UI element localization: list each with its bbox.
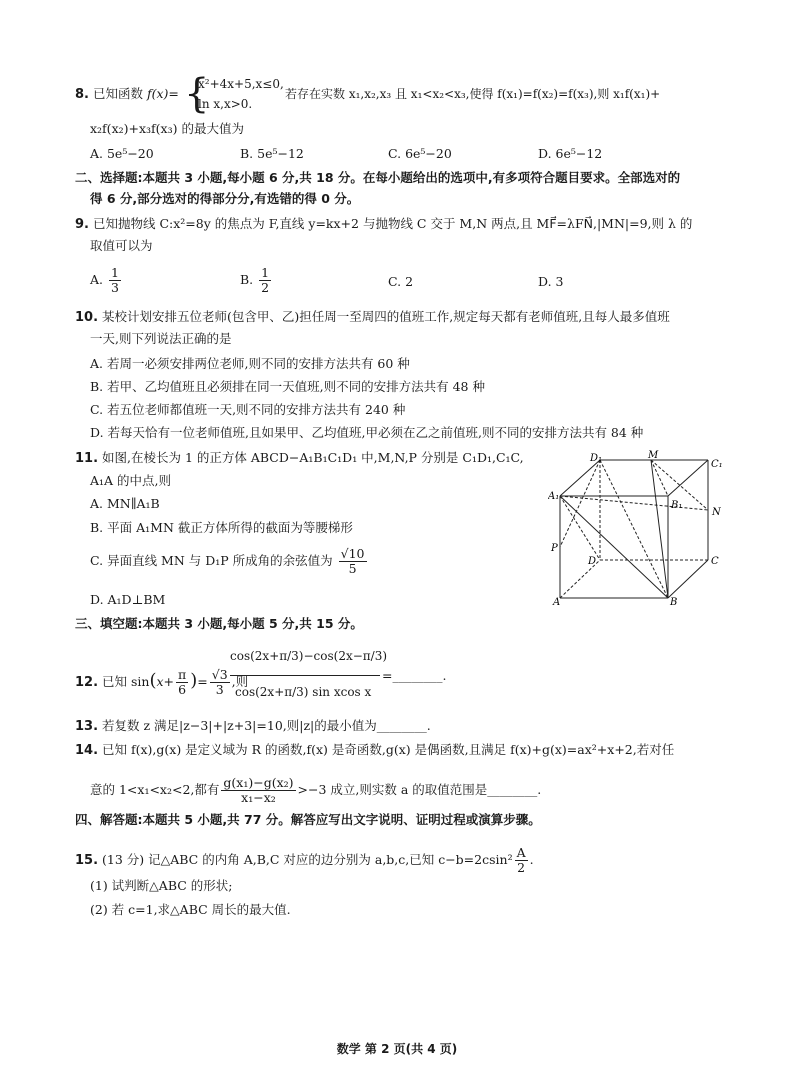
q15-end: . [529,852,534,867]
q12-six: 6 [178,682,187,697]
q13-number: 13. [75,719,99,734]
section2-heading-line2: 得 6 分,部分选对的得部分分,有选错的得 0 分。 [90,191,360,206]
q14-line2 [90,776,541,805]
q14-line1 [75,742,674,759]
q9-option-a-num: 1 [111,265,119,280]
q11-number: 11. [75,451,99,466]
q12-pi6 [176,668,188,697]
q10-line2: 一天,则下列说法正确的是 [90,331,232,346]
q11-option-c-den: 5 [348,561,357,576]
q10-option-d: D. 若每天恰有一位老师值班,且如果甲、乙均值班,甲必须在乙之前值班,则不同的安排方法共有 84 种 [90,425,644,440]
q10-option-b: B. 若甲、乙均值班且必须排在同一天值班,则不同的安排方法共有 48 种 [90,379,485,394]
q9-number: 9. [75,217,89,232]
q12-pi: π [178,667,187,682]
cube-label-b: B [670,597,678,608]
q8-number: 8. [75,87,89,102]
q10-option-c: C. 若五位老师都值班一天,则不同的安排方法共有 240 种 [90,402,406,417]
q12-eq: = [197,674,208,689]
q8-line2: x₂f(x₂)+x₃f(x₃) 的最大值为 [90,121,244,136]
q9-option-b-num: 1 [261,265,270,280]
q12-denominator: cos(2x+π/3) sin xcos x [235,685,372,699]
q15-sub2: (2) 若 c=1,求△ABC 周长的最大值. [90,902,291,917]
q15-frac-den: 2 [517,860,526,875]
q14-number: 14. [75,743,99,758]
q11-option-b: B. 平面 A₁MN 截正方体所得的截面为等腰梯形 [90,520,353,535]
q11-option-d: D. A₁D⊥BM [90,592,166,607]
q12-pre: 已知 sin [102,674,150,689]
q12-arg: x+ [156,674,175,689]
q11-text: 如图,在棱长为 1 的正方体 ABCD−A₁B₁C₁D₁ 中,M,N,P 分别是 C₁D₁,C₁C, [102,450,524,465]
cube-label-a: A [553,597,561,608]
q13-line [75,718,431,735]
q8-option-c: C. 6e⁵−20 [388,146,452,161]
cube-label-b1: B₁ [671,500,683,511]
q8-brace: { [184,71,210,117]
q9-option-b [240,266,273,295]
q9-option-c: C. 2 [388,274,414,289]
q8-option-a: A. 5e⁵−20 [90,146,154,161]
q11-line1 [75,450,524,467]
q14-frac-den: x₁−x₂ [241,790,276,805]
q9-option-a-fraction [109,266,121,295]
section4-heading: 四、解答题:本题共 5 小题,共 77 分。解答应写出文字说明、证明过程或演算步骤。 [75,812,541,827]
q14-text: 已知 f(x),g(x) 是定义域为 R 的函数,f(x) 是奇函数,g(x) 是偶函数,且满足 f(x)+g(x)=ax²+x+2,若对任 [102,742,675,757]
q10-line1 [75,309,670,326]
q9-option-b-label: B. [240,272,254,287]
q14-fraction [221,776,295,805]
section2-heading: 二、选择题:本题共 3 小题,每小题 6 分,共 18 分。在每小题给出的选项中,有多项符合题目要求。全部选对的 [75,170,681,185]
q8-option-b: B. 5e⁵−12 [240,146,304,161]
q11-option-c-text: C. 异面直线 MN 与 D₁P 所成角的余弦值为 [90,553,333,568]
q15-sub1: (1) 试判断△ABC 的形状; [90,878,233,893]
q15-text: (13 分) 记△ABC 的内角 A,B,C 对应的边分别为 a,b,c,已知 c−b=2csin² [102,852,513,867]
q12-root3: √3 [211,667,228,682]
q14-post2: >−3 成立,则实数 a 的取值范围是________. [297,782,542,797]
q15-number: 15. [75,853,99,868]
q11-option-c [90,547,369,576]
cube-label-n: N [712,507,721,518]
q10-option-a: A. 若周一必须安排两位老师,则不同的安排方法共有 60 种 [90,356,410,371]
page-footer: 数学 第 2 页(共 4 页) [336,1042,458,1056]
q9-option-b-den: 2 [261,280,270,295]
cube-label-a1: A₁ [548,491,560,502]
q15-fraction [515,846,528,875]
q11-option-c-fraction [339,547,367,576]
q9-line1 [75,216,692,233]
q9-option-b-fraction [259,266,271,295]
cube-label-d: D [588,556,597,567]
q9-option-d: D. 3 [538,274,564,289]
q11-option-c-num: √10 [340,546,365,561]
q15-frac-num: A [516,845,526,860]
q12-numerator: cos(2x+π/3)−cos(2x−π/3) [230,649,388,663]
q8-post: 若存在实数 x₁,x₂,x₃ 且 x₁<x₂<x₃,使得 f(x₁)=f(x₂)=f(x₃),则 x₁f(x₁)+ [285,87,661,101]
q12-tail: =________. [382,668,447,683]
cube-figure [548,448,728,608]
q8-case1: x²+4x+5,x≤0, [198,77,284,91]
q11-option-a: A. MN∥A₁B [90,496,160,511]
q10-text: 某校计划安排五位老师(包含甲、乙)担任周一至周四的值班工作,规定每天都有老师值班,且每人最多值班 [102,309,670,324]
cube-label-c: C [711,556,719,567]
cube-label-p: P [551,543,558,554]
q8-option-d: D. 6e⁵−12 [538,146,603,161]
q8-fx: f(x)= [146,86,179,101]
q8-pre: 已知函数 [92,86,143,101]
q9-text: 已知抛物线 C:x²=8y 的焦点为 F,直线 y=kx+2 与抛物线 C 交于 M,N 两点,且 MF⃗=λFN⃗,|MN|=9,则 λ 的 [92,216,693,231]
cube-label-m: M [648,450,659,461]
q12-line: 12. 已知 sin(x+ $\frac{\pi}{6}$ )= $\frac{√3}{3}$ ,则 [75,667,249,697]
q8-case2: ln x,x>0. [198,97,253,111]
q12-three: 3 [215,682,224,697]
q15-line1 [75,846,534,875]
q12-then: ,则 [231,674,249,689]
q12-number: 12. [75,675,99,690]
q10-number: 10. [75,310,99,325]
q9-line2: 取值可以为 [90,238,153,253]
q9-option-a [90,266,123,295]
cube-label-c1: C₁ [711,459,723,470]
q9-option-a-den: 3 [111,280,119,295]
q14-frac-num: g(x₁)−g(x₂) [223,775,294,790]
cube-label-d1: D₁ [590,453,603,464]
section3-heading: 三、填空题:本题共 3 小题,每小题 5 分,共 15 分。 [75,616,363,631]
q13-text: 若复数 z 满足|z−3|+|z+3|=10,则|z|的最小值为________. [102,718,431,733]
q8-line1 [75,86,179,103]
q9-option-a-label: A. [90,272,104,287]
q14-pre2: 意的 1<x₁<x₂<2,都有 [90,782,220,797]
q12-root3-frac [210,668,230,697]
q11-line2: A₁A 的中点,则 [90,473,172,488]
q12-fraction-bar [230,675,380,676]
